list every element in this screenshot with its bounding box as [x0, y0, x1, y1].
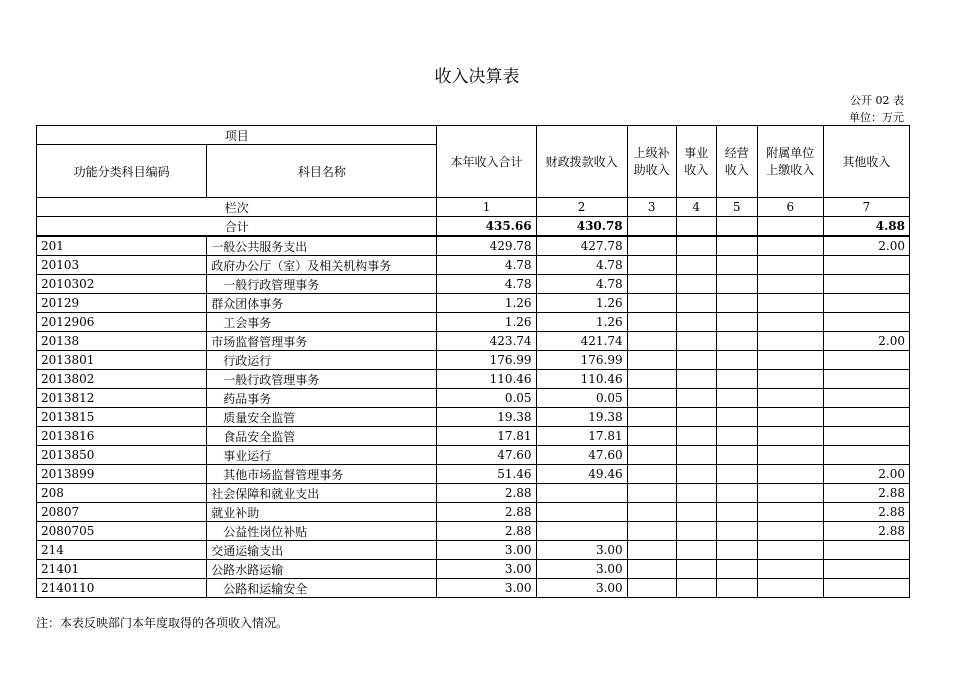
- row-name: 市场监督管理事务: [207, 332, 437, 351]
- row-operating: [716, 370, 757, 389]
- header-other: 其他收入: [823, 126, 909, 198]
- row-other: 2.88: [823, 484, 909, 503]
- column-number: 4: [676, 198, 716, 217]
- row-code: 214: [37, 541, 207, 560]
- table-row: [37, 332, 910, 351]
- table-row: [37, 389, 910, 408]
- row-superior: [627, 389, 676, 408]
- table-row: [37, 256, 910, 275]
- row-total: 51.46: [437, 465, 536, 484]
- table-row: [37, 427, 910, 446]
- row-business: [676, 294, 716, 313]
- row-superior: [627, 256, 676, 275]
- row-total: 2.88: [437, 484, 536, 503]
- row-other: [823, 351, 909, 370]
- row-total: 176.99: [437, 351, 536, 370]
- row-business: [676, 427, 716, 446]
- row-other: 2.88: [823, 503, 909, 522]
- column-number: 7: [823, 198, 909, 217]
- row-affiliated: [757, 446, 823, 465]
- table-row: [37, 446, 910, 465]
- row-affiliated: [757, 427, 823, 446]
- total-label: 合计: [37, 217, 437, 237]
- row-code: 20103: [37, 256, 207, 275]
- row-name: 交通运输支出: [207, 541, 437, 560]
- row-operating: [716, 579, 757, 598]
- row-business: [676, 541, 716, 560]
- row-name: 质量安全监管: [207, 408, 437, 427]
- row-fiscal: 110.46: [536, 370, 627, 389]
- total-affiliated: [757, 217, 823, 237]
- row-operating: [716, 522, 757, 541]
- row-fiscal: [536, 503, 627, 522]
- row-superior: [627, 294, 676, 313]
- row-superior: [627, 579, 676, 598]
- row-fiscal: 47.60: [536, 446, 627, 465]
- row-affiliated: [757, 313, 823, 332]
- table-row: [37, 484, 910, 503]
- row-superior: [627, 408, 676, 427]
- page-title: 收入决算表: [434, 67, 520, 87]
- table-row: [37, 560, 910, 579]
- row-affiliated: [757, 275, 823, 294]
- row-business: [676, 408, 716, 427]
- row-business: [676, 275, 716, 294]
- row-code: 2013816: [37, 427, 207, 446]
- row-name: 公路和运输安全: [207, 579, 437, 598]
- table-row: [37, 313, 910, 332]
- row-code: 20129: [37, 294, 207, 313]
- total-business: [676, 217, 716, 237]
- row-affiliated: [757, 560, 823, 579]
- row-name: 一般公共服务支出: [207, 236, 437, 256]
- row-other: [823, 370, 909, 389]
- row-fiscal: 49.46: [536, 465, 627, 484]
- row-fiscal: 427.78: [536, 236, 627, 256]
- row-total: 4.78: [437, 256, 536, 275]
- row-operating: [716, 275, 757, 294]
- table-row: [37, 503, 910, 522]
- row-code: 2013812: [37, 389, 207, 408]
- row-business: [676, 236, 716, 256]
- row-affiliated: [757, 503, 823, 522]
- row-fiscal: 1.26: [536, 313, 627, 332]
- header-business: 事业收入: [676, 126, 716, 198]
- row-operating: [716, 541, 757, 560]
- row-superior: [627, 484, 676, 503]
- table-row: [37, 294, 910, 313]
- row-operating: [716, 427, 757, 446]
- row-other: [823, 579, 909, 598]
- row-code: 201: [37, 236, 207, 256]
- row-business: [676, 560, 716, 579]
- row-affiliated: [757, 484, 823, 503]
- row-fiscal: 3.00: [536, 541, 627, 560]
- row-business: [676, 522, 716, 541]
- row-total: 2.88: [437, 522, 536, 541]
- row-fiscal: 0.05: [536, 389, 627, 408]
- footnote: 注：本表反映部门本年度取得的各项收入情况。: [36, 616, 289, 630]
- row-affiliated: [757, 236, 823, 256]
- row-superior: [627, 351, 676, 370]
- row-code: 2010302: [37, 275, 207, 294]
- row-fiscal: 3.00: [536, 579, 627, 598]
- row-business: [676, 370, 716, 389]
- table-row: [37, 541, 910, 560]
- row-superior: [627, 541, 676, 560]
- row-code: 2013899: [37, 465, 207, 484]
- total-fiscal: 430.78: [536, 217, 627, 237]
- table-row: [37, 236, 910, 256]
- row-superior: [627, 465, 676, 484]
- unit-label: 单位：万元: [849, 111, 904, 124]
- row-code: 2013801: [37, 351, 207, 370]
- row-total: 4.78: [437, 275, 536, 294]
- header-code: 功能分类科目编码: [37, 145, 207, 198]
- row-affiliated: [757, 294, 823, 313]
- header-operating: 经营收入: [716, 126, 757, 198]
- row-total: 3.00: [437, 541, 536, 560]
- row-other: [823, 294, 909, 313]
- row-affiliated: [757, 256, 823, 275]
- row-name: 行政运行: [207, 351, 437, 370]
- row-total: 1.26: [437, 313, 536, 332]
- row-code: 21401: [37, 560, 207, 579]
- row-superior: [627, 275, 676, 294]
- row-name: 就业补助: [207, 503, 437, 522]
- row-operating: [716, 560, 757, 579]
- row-superior: [627, 522, 676, 541]
- row-superior: [627, 332, 676, 351]
- row-name: 公益性岗位补贴: [207, 522, 437, 541]
- header-superior: 上级补助收入: [627, 126, 676, 198]
- row-business: [676, 503, 716, 522]
- row-code: 2080705: [37, 522, 207, 541]
- row-operating: [716, 236, 757, 256]
- row-code: 20807: [37, 503, 207, 522]
- header-name: 科目名称: [207, 145, 437, 198]
- row-name: 公路水路运输: [207, 560, 437, 579]
- row-superior: [627, 236, 676, 256]
- header-item: 项目: [37, 126, 437, 145]
- row-other: 2.00: [823, 465, 909, 484]
- header-fiscal: 财政拨款收入: [536, 126, 627, 198]
- row-total: 1.26: [437, 294, 536, 313]
- column-number: 1: [437, 198, 536, 217]
- row-fiscal: [536, 484, 627, 503]
- row-total: 0.05: [437, 389, 536, 408]
- row-name: 其他市场监督管理事务: [207, 465, 437, 484]
- row-other: [823, 408, 909, 427]
- row-business: [676, 484, 716, 503]
- row-operating: [716, 256, 757, 275]
- row-code: 2013815: [37, 408, 207, 427]
- row-total: 429.78: [437, 236, 536, 256]
- row-name: 群众团体事务: [207, 294, 437, 313]
- row-superior: [627, 446, 676, 465]
- row-fiscal: 4.78: [536, 256, 627, 275]
- table-row: [37, 370, 910, 389]
- row-other: [823, 446, 909, 465]
- row-operating: [716, 503, 757, 522]
- row-operating: [716, 313, 757, 332]
- table-row: [37, 275, 910, 294]
- row-total: 19.38: [437, 408, 536, 427]
- row-total: 47.60: [437, 446, 536, 465]
- row-affiliated: [757, 332, 823, 351]
- header-affiliated: 附属单位上缴收入: [757, 126, 823, 198]
- row-name: 药品事务: [207, 389, 437, 408]
- column-number: 2: [536, 198, 627, 217]
- row-affiliated: [757, 541, 823, 560]
- row-business: [676, 256, 716, 275]
- table-row: [37, 465, 910, 484]
- row-superior: [627, 503, 676, 522]
- row-business: [676, 579, 716, 598]
- row-affiliated: [757, 370, 823, 389]
- row-name: 事业运行: [207, 446, 437, 465]
- row-other: [823, 256, 909, 275]
- row-fiscal: 19.38: [536, 408, 627, 427]
- row-affiliated: [757, 408, 823, 427]
- row-superior: [627, 427, 676, 446]
- row-name: 工会事务: [207, 313, 437, 332]
- row-other: 2.00: [823, 236, 909, 256]
- row-fiscal: 176.99: [536, 351, 627, 370]
- row-name: 社会保障和就业支出: [207, 484, 437, 503]
- row-name: 政府办公厅（室）及相关机构事务: [207, 256, 437, 275]
- column-number: 6: [757, 198, 823, 217]
- row-fiscal: [536, 522, 627, 541]
- row-total: 17.81: [437, 427, 536, 446]
- row-other: [823, 389, 909, 408]
- row-other: [823, 427, 909, 446]
- row-business: [676, 351, 716, 370]
- row-name: 一般行政管理事务: [207, 370, 437, 389]
- form-code: 公开 02 表: [850, 94, 904, 107]
- table-row: [37, 579, 910, 598]
- row-superior: [627, 560, 676, 579]
- table-row: [37, 522, 910, 541]
- total-income: 435.66: [437, 217, 536, 237]
- table-row: [37, 351, 910, 370]
- row-other: [823, 313, 909, 332]
- row-code: 2012906: [37, 313, 207, 332]
- row-operating: [716, 465, 757, 484]
- row-operating: [716, 332, 757, 351]
- header-total: 本年收入合计: [437, 126, 536, 198]
- row-code: 2013802: [37, 370, 207, 389]
- row-total: 3.00: [437, 579, 536, 598]
- row-business: [676, 313, 716, 332]
- row-other: 2.88: [823, 522, 909, 541]
- row-code: 20138: [37, 332, 207, 351]
- income-table: [36, 125, 910, 598]
- row-operating: [716, 446, 757, 465]
- row-total: 423.74: [437, 332, 536, 351]
- row-code: 2140110: [37, 579, 207, 598]
- row-other: [823, 541, 909, 560]
- total-superior: [627, 217, 676, 237]
- table-row: [37, 408, 910, 427]
- column-number: 5: [716, 198, 757, 217]
- row-operating: [716, 389, 757, 408]
- row-affiliated: [757, 465, 823, 484]
- row-name: 一般行政管理事务: [207, 275, 437, 294]
- row-operating: [716, 484, 757, 503]
- row-operating: [716, 294, 757, 313]
- row-superior: [627, 313, 676, 332]
- row-code: 2013850: [37, 446, 207, 465]
- row-affiliated: [757, 351, 823, 370]
- row-total: 110.46: [437, 370, 536, 389]
- row-superior: [627, 370, 676, 389]
- total-operating: [716, 217, 757, 237]
- row-other: 2.00: [823, 332, 909, 351]
- row-total: 2.88: [437, 503, 536, 522]
- row-business: [676, 389, 716, 408]
- row-fiscal: 3.00: [536, 560, 627, 579]
- total-other: 4.88: [823, 217, 909, 237]
- row-affiliated: [757, 389, 823, 408]
- column-label: 栏次: [37, 198, 437, 217]
- row-other: [823, 560, 909, 579]
- row-fiscal: 4.78: [536, 275, 627, 294]
- column-number: 3: [627, 198, 676, 217]
- row-operating: [716, 351, 757, 370]
- row-affiliated: [757, 522, 823, 541]
- row-other: [823, 275, 909, 294]
- row-business: [676, 465, 716, 484]
- row-name: 食品安全监管: [207, 427, 437, 446]
- row-fiscal: 1.26: [536, 294, 627, 313]
- row-business: [676, 446, 716, 465]
- row-fiscal: 17.81: [536, 427, 627, 446]
- row-business: [676, 332, 716, 351]
- row-operating: [716, 408, 757, 427]
- row-code: 208: [37, 484, 207, 503]
- row-affiliated: [757, 579, 823, 598]
- row-fiscal: 421.74: [536, 332, 627, 351]
- row-total: 3.00: [437, 560, 536, 579]
